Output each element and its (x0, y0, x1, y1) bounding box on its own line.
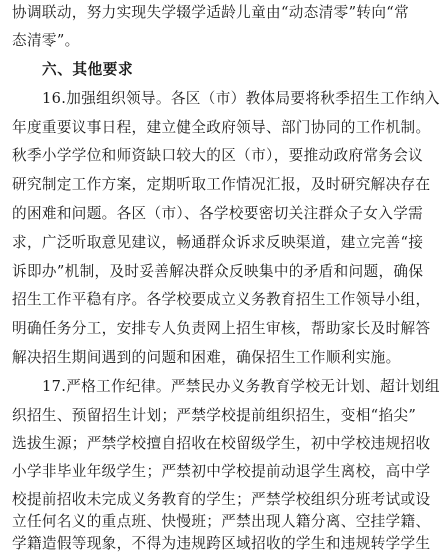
text-line: 的困难和问题。各区（市）、各学校要密切关注群众子女入学需 (12, 205, 424, 222)
text-line: 招生工作平稳有序。各学校要成立义务教育招生工作领导小组， (12, 291, 431, 308)
text-line: 态清零”。 (12, 32, 80, 49)
text-line: 解决招生期间遇到的问题和困难，确保招生工作顺利实施。 (12, 349, 401, 366)
text-line: 诉即办”机制，及时妥善解决群众反映集中的矛盾和问题，确保 (12, 263, 424, 280)
text-line: 研究制定工作方案，定期听取工作情况汇报，及时研究解决存在 (12, 176, 431, 193)
paragraph-start: 16.加强组织领导。各区（市）教体局要将秋季招生工作纳入 (42, 90, 440, 107)
text-line: 协调联动，努力实现失学辍学适龄儿童由“动态清零”转向“常 (12, 4, 410, 21)
text-line: 织招生、预留招生计划；严禁学校提前组织招生，变相“掐尖” (12, 407, 417, 424)
text-line: 学籍造假等现象，不得为违规跨区域招收的学生和违规转学学生 (12, 535, 431, 552)
text-line: 小学非毕业年级学生；严禁初中学校提前动退学生离校，高中学 (12, 463, 431, 480)
text-line: 明确任务分工，安排专人负责网上招生审核，帮助家长及时解答 (12, 320, 431, 337)
text-line: 秋季小学学位和师资缺口较大的区（市），要推动政府常务会议 (12, 147, 424, 164)
section-heading: 六、其他要求 (42, 61, 134, 78)
paragraph-start: 17.严格工作纪律。严禁民办义务教育学校无计划、超计划组 (42, 378, 440, 395)
text-line: 求，广泛听取意见建议，畅通群众诉求反映渠道，建立完善“接 (12, 234, 424, 251)
text-line: 选拔生源；严禁学校擅自招收在校留级学生，初中学校违规招收 (12, 435, 431, 452)
text-line: 年度重要议事日程，建立健全政府领导、部门协同的工作机制。 (12, 119, 431, 136)
text-line: 校提前招收未完成义务教育的学生；严禁学校组织分班考试或设 (12, 491, 431, 508)
text-line: 立任何名义的重点班、快慢班；严禁出现人籍分离、空挂学籍、 (12, 513, 431, 530)
